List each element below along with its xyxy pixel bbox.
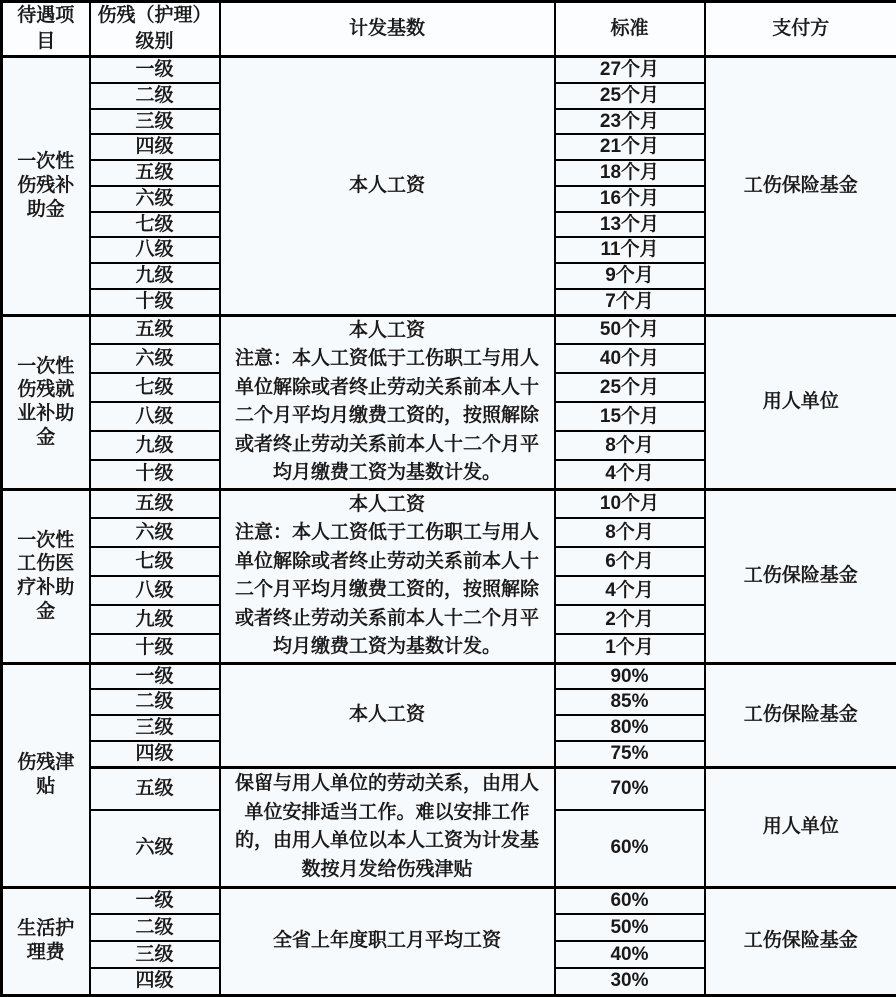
level-cell: 一级 <box>90 887 220 914</box>
level-cell: 二级 <box>90 914 220 941</box>
standard-cell: 23个月 <box>555 109 705 135</box>
payer-cell: 工伤保险基金 <box>705 663 896 767</box>
payer-cell: 工伤保险基金 <box>705 57 896 316</box>
header-cell-level: 伤残（护理）级别 <box>90 2 220 57</box>
standard-cell: 50个月 <box>555 315 705 344</box>
standard-cell: 85% <box>555 689 705 715</box>
level-cell: 四级 <box>90 741 220 767</box>
level-cell: 六级 <box>90 518 220 547</box>
standard-cell: 21个月 <box>555 134 705 160</box>
level-cell: 五级 <box>90 160 220 186</box>
level-cell: 七级 <box>90 212 220 238</box>
level-cell: 一级 <box>90 57 220 83</box>
benefit-item-cell: 一次性伤残补助金 <box>2 57 90 316</box>
standard-cell: 18个月 <box>555 160 705 186</box>
level-cell: 二级 <box>90 83 220 109</box>
header-cell-item: 待遇项目 <box>2 2 90 57</box>
base-cell <box>220 767 555 887</box>
level-cell: 五级 <box>90 489 220 518</box>
standard-cell: 80% <box>555 715 705 741</box>
standard-cell: 10个月 <box>555 489 705 518</box>
level-cell: 八级 <box>90 237 220 263</box>
level-cell: 三级 <box>90 941 220 968</box>
level-cell: 八级 <box>90 402 220 431</box>
standard-cell: 40% <box>555 941 705 968</box>
standard-cell: 25个月 <box>555 373 705 402</box>
standard-cell: 30% <box>555 968 705 995</box>
table-row <box>2 315 896 344</box>
standard-cell: 27个月 <box>555 57 705 83</box>
header-row <box>2 2 896 57</box>
payer-cell: 工伤保险基金 <box>705 887 896 995</box>
standard-cell: 11个月 <box>555 237 705 263</box>
level-cell: 三级 <box>90 715 220 741</box>
base-text: 保留与用人单位的劳动关系，由用人单位安排适当工作。难以安排工作的，由用人单位以本人工资为计发基数按月发给伤残津贴 <box>227 770 548 884</box>
base-note-text: 注意：本人工资低于工伤职工与用人单位解除或者终止劳动关系前本人十二个月平均月缴费工资的，按照解除或者终止劳动关系前本人十二个月平均月缴费工资为基数计发。 <box>227 345 548 488</box>
level-cell: 七级 <box>90 373 220 402</box>
standard-cell: 8个月 <box>555 518 705 547</box>
table-header <box>2 2 896 57</box>
level-cell: 五级 <box>90 315 220 344</box>
standard-cell: 75% <box>555 741 705 767</box>
base-text: 本人工资 <box>227 491 548 520</box>
base-cell <box>220 887 555 995</box>
base-cell <box>220 489 555 663</box>
level-cell: 十级 <box>90 634 220 663</box>
level-cell: 六级 <box>90 810 220 887</box>
level-cell: 一级 <box>90 663 220 689</box>
base-text: 全省上年度职工月平均工资 <box>227 927 548 956</box>
standard-cell: 16个月 <box>555 186 705 212</box>
level-cell: 十级 <box>90 460 220 489</box>
standard-cell: 13个月 <box>555 212 705 238</box>
level-cell: 九级 <box>90 263 220 289</box>
standard-cell: 90% <box>555 663 705 689</box>
table-body <box>2 57 896 996</box>
table-row <box>2 767 896 810</box>
level-cell: 六级 <box>90 344 220 373</box>
table-row <box>2 663 896 689</box>
base-cell <box>220 315 555 489</box>
header-cell-payer: 支付方 <box>705 2 896 57</box>
benefit-item-cell: 生活护理费 <box>2 887 90 995</box>
level-cell: 二级 <box>90 689 220 715</box>
base-cell <box>220 663 555 767</box>
level-cell: 四级 <box>90 134 220 160</box>
level-cell: 六级 <box>90 186 220 212</box>
level-cell: 五级 <box>90 767 220 810</box>
standard-cell: 25个月 <box>555 83 705 109</box>
standard-cell: 70% <box>555 767 705 810</box>
header-cell-base: 计发基数 <box>220 2 555 57</box>
base-text: 本人工资 <box>227 172 548 201</box>
standard-cell: 60% <box>555 810 705 887</box>
standard-cell: 40个月 <box>555 344 705 373</box>
payer-cell: 用人单位 <box>705 767 896 887</box>
level-cell: 八级 <box>90 576 220 605</box>
level-cell: 九级 <box>90 605 220 634</box>
base-note-text: 注意：本人工资低于工伤职工与用人单位解除或者终止劳动关系前本人十二个月平均月缴费工资的，按照解除或者终止劳动关系前本人十二个月平均月缴费工资为基数计发。 <box>227 519 548 662</box>
standard-cell: 6个月 <box>555 547 705 576</box>
level-cell: 十级 <box>90 289 220 315</box>
benefit-item-cell: 伤残津贴 <box>2 663 90 887</box>
benefit-item-cell: 一次性伤残就业补助金 <box>2 315 90 489</box>
benefit-item-cell: 一次性工伤医疗补助金 <box>2 489 90 663</box>
header-cell-standard: 标准 <box>555 2 705 57</box>
level-cell: 九级 <box>90 431 220 460</box>
level-cell: 七级 <box>90 547 220 576</box>
base-text: 本人工资 <box>227 317 548 346</box>
payer-cell: 工伤保险基金 <box>705 489 896 663</box>
standard-cell: 8个月 <box>555 431 705 460</box>
standard-cell: 1个月 <box>555 634 705 663</box>
table-row <box>2 887 896 914</box>
level-cell: 四级 <box>90 968 220 995</box>
base-text: 本人工资 <box>227 701 548 730</box>
base-cell <box>220 57 555 316</box>
standard-cell: 2个月 <box>555 605 705 634</box>
standard-cell: 4个月 <box>555 576 705 605</box>
standard-cell: 9个月 <box>555 263 705 289</box>
standard-cell: 50% <box>555 914 705 941</box>
level-cell: 三级 <box>90 109 220 135</box>
standard-cell: 15个月 <box>555 402 705 431</box>
standard-cell: 7个月 <box>555 289 705 315</box>
payer-cell: 用人单位 <box>705 315 896 489</box>
table-row <box>2 57 896 83</box>
standard-cell: 4个月 <box>555 460 705 489</box>
table-row <box>2 489 896 518</box>
standard-cell: 60% <box>555 887 705 914</box>
